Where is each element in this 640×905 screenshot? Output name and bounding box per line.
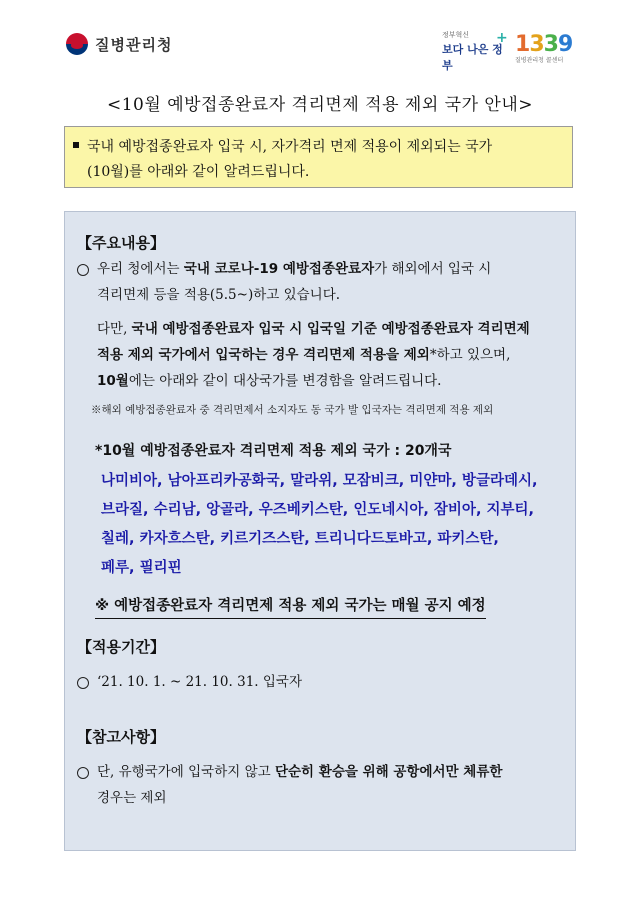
country-list (101, 467, 561, 583)
square-bullet-icon (73, 142, 79, 148)
circle-bullet-icon (77, 264, 89, 276)
gov-small-text: 정부혁신 (442, 31, 470, 39)
gov-innovation-logo (442, 30, 508, 72)
paragraph-1: 우리 청에서는 국내 코로나-19 예방접종완료자가 해외에서 입국 시 격리면제 등을 적용(5.5~)하고 있습니다. (97, 261, 492, 303)
countries-line-2: 브라질, 수리남, 앙골라, 우즈베키스탄, 인도네시아, 잠비아, 지부티, (101, 502, 535, 518)
kdca-emblem-icon (66, 33, 88, 55)
countries-line-3: 칠레, 카자흐스탄, 키르기즈스탄, 트리니다드토바고, 파키스탄, (101, 531, 499, 547)
org-name: 질병관리청 (95, 35, 173, 54)
hotline-logo (515, 32, 585, 66)
plus-icon: + (496, 30, 508, 46)
monthly-notice: ※ 예방접종완료자 격리면제 적용 제외 국가는 매월 공지 예정 (95, 594, 486, 615)
circle-bullet-icon (77, 677, 89, 689)
countries-line-1: 나미비아, 남아프리카공화국, 말라위, 모잠비크, 미얀마, 방글라데시, (101, 473, 538, 489)
circle-bullet-icon (77, 767, 89, 779)
reference-heading: 【참고사항】 (77, 728, 165, 746)
reference-text: 단, 유행국가에 입국하지 않고 단순히 환승을 위해 공항에서만 체류한 경우는 제외 (97, 764, 503, 806)
paragraph-2: 다만, 국내 예방접종완료자 입국 시 입국일 기준 예방접종완료자 격리면제 적용 제외 국가에서 입국하는 경우 격리면제 적용을 제외*하고 있으며, 10월에는 아래와 같이 대상국가를 변경함을 알려드립니다. (97, 321, 530, 389)
notice-box (64, 126, 573, 188)
notice-line-1: 국내 예방접종완료자 입국 시, 자가격리 면제 적용이 제외되는 국가 (87, 139, 493, 155)
gov-big-text: 보다 나은 정부 (442, 43, 503, 72)
kdca-logo-group (66, 33, 172, 55)
notice-line-2: (10월)를 아래와 같이 알려드립니다. (87, 164, 310, 180)
page-title: <10월 예방접종완료자 격리면제 적용 제외 국가 안내> (107, 95, 533, 115)
period-text: ‘21. 10. 1. ~ 21. 10. 31. 입국자 (97, 674, 302, 690)
countries-line-4: 페루, 필리핀 (101, 560, 182, 576)
period-heading: 【적용기간】 (77, 638, 165, 656)
country-list-heading: *10월 예방접종완료자 격리면제 적용 제외 국가 : 20개국 (95, 443, 452, 459)
content-panel (64, 211, 576, 851)
hotline-sub: 질병관리청 콜센터 (515, 57, 564, 64)
hotline-number: 1339 (515, 32, 573, 57)
page-header (0, 0, 640, 70)
footnote: ※해외 예방접종완료자 중 격리면제서 소지자도 동 국가 발 입국자는 격리면제 적용 제외 (91, 404, 494, 416)
main-heading: 【주요내용】 (77, 234, 165, 252)
